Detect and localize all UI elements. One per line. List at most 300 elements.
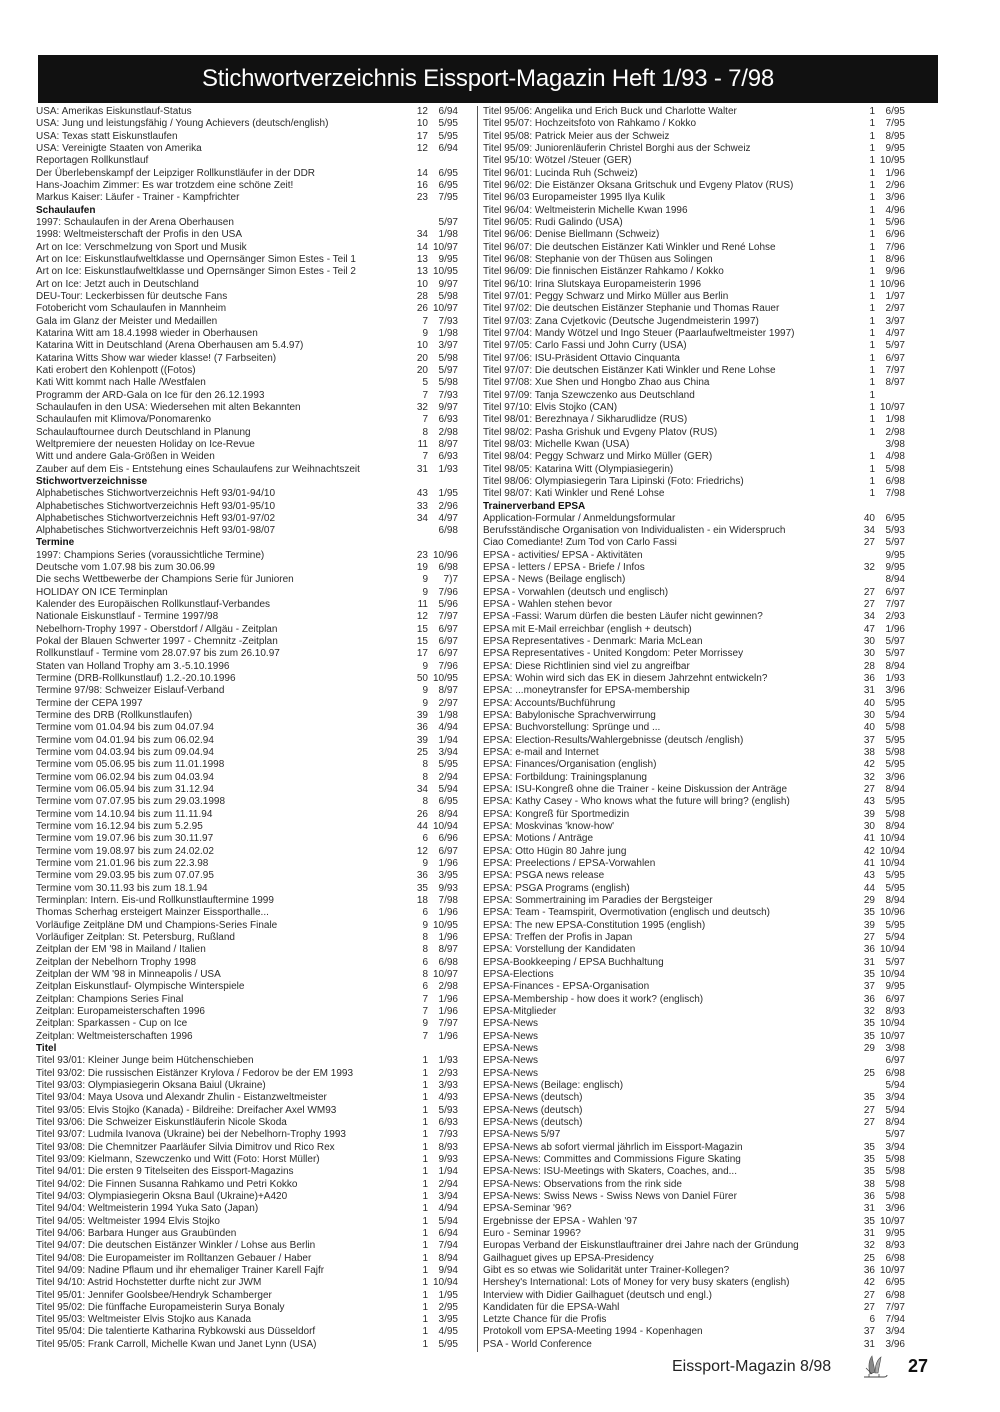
index-entry — [36, 131, 458, 143]
index-entry — [483, 957, 905, 969]
index-entry — [483, 316, 905, 328]
section-heading — [36, 1043, 458, 1055]
index-entry — [36, 1191, 458, 1203]
entry-issue: 5/94 — [438, 1215, 458, 1227]
entry-page: 1 — [422, 1277, 428, 1289]
index-entry — [483, 402, 905, 414]
entry-issue: 6/98 — [438, 956, 458, 968]
entry-title: EPSA-Elections — [483, 968, 554, 980]
index-entry — [483, 1105, 905, 1117]
entry-title: Termine des DRB (Rollkunstlaufen) — [36, 710, 193, 722]
entry-page: 39 — [863, 919, 875, 931]
entry-issue: 1/98 — [885, 414, 905, 426]
entry-title: Katarina Witts Show war wieder klasse! (7 Farbseiten) — [36, 352, 277, 364]
entry-page: 1 — [869, 155, 875, 167]
entry-issue: 5/95 — [885, 882, 905, 894]
index-entry — [36, 1142, 458, 1154]
entry-page: 1 — [422, 1252, 428, 1264]
entry-title: Titel 97/08: Xue Shen und Hongbo Zhao aus China — [483, 377, 710, 389]
entry-page: 10 — [416, 278, 428, 290]
entry-page: 10 — [416, 340, 428, 352]
index-entry — [36, 1154, 458, 1166]
entry-page: 1 — [869, 179, 875, 191]
entry-title: EPSA-News: Committes and Commissions Figure Skating — [483, 1153, 741, 1165]
entry-page: 35 — [416, 882, 428, 894]
index-entry — [483, 685, 905, 697]
entry-title: Titel 93/08: Die Chemnitzer Paarläufer Silvia Dimitrov und Rico Rex — [36, 1141, 335, 1153]
index-entry — [36, 895, 458, 907]
entry-page: 39 — [416, 734, 428, 746]
entry-title: Vorläufiger Zeitplan: St. Petersburg, Rußland — [36, 931, 235, 943]
entry-title: EPSA: Vorstellung der Kandidaten — [483, 944, 636, 956]
index-entry — [36, 365, 458, 377]
entry-issue: 4/95 — [438, 1326, 458, 1338]
entry-issue: 5/97 — [438, 216, 458, 228]
entry-issue: 5/97 — [885, 1129, 905, 1141]
index-entry — [36, 846, 458, 858]
entry-title: Titel — [36, 1042, 57, 1054]
entry-issue: 5/98 — [885, 463, 905, 475]
entry-title: Art on Ice: Eiskunstlaufweltklasse und Opernsänger Simon Estes - Teil 2 — [36, 266, 356, 278]
entry-page: 1 — [869, 340, 875, 352]
entry-issue: 8/93 — [438, 1141, 458, 1153]
entry-title: Titel 95/05: Frank Carroll, Michelle Kwan und Janet Lynn (USA) — [36, 1338, 317, 1350]
index-entry — [483, 1265, 905, 1277]
index-entry — [483, 1142, 905, 1154]
entry-title: Stichwortverzeichnisse — [36, 475, 148, 487]
entry-title: 1998: Weltmeisterschaft der Profis in den USA — [36, 229, 243, 241]
entry-title: Titel 96/07: Die deutschen Eistänzer Kati Winkler und René Lohse — [483, 241, 776, 253]
entry-title: Titel 97/06: ISU-Präsident Ottavio Cinquanta — [483, 352, 680, 364]
index-entry — [483, 1179, 905, 1191]
entry-page: 9 — [422, 919, 428, 931]
entry-page: 40 — [863, 722, 875, 734]
entry-page: 30 — [863, 821, 875, 833]
entry-issue: 3/94 — [885, 1092, 905, 1104]
entry-title: Deutsche vom 1.07.98 bis zum 30.06.99 — [36, 562, 215, 574]
entry-page: 9 — [422, 327, 428, 339]
entry-issue: 9/93 — [438, 1153, 458, 1165]
entry-page: 26 — [416, 808, 428, 820]
entry-page: 36 — [863, 1264, 875, 1276]
entry-issue: 7/97 — [438, 1018, 458, 1030]
entry-page: 29 — [863, 895, 875, 906]
index-entry — [483, 1277, 905, 1289]
index-entry — [483, 340, 905, 352]
entry-title: Terminplan: Intern. Eis-und Rollkunstlauftermine 1999 — [36, 895, 274, 906]
entry-issue: 5/95 — [438, 118, 458, 130]
entry-issue: 5/98 — [438, 352, 458, 364]
entry-title: EPSA: Accounts/Buchführung — [483, 697, 616, 709]
index-entry — [36, 994, 458, 1006]
entry-title: EPSA - News (Beilage englisch) — [483, 574, 626, 586]
entry-issue: 6/98 — [885, 1252, 905, 1264]
entry-page: 1 — [422, 1190, 428, 1202]
entry-issue: 6/93 — [438, 414, 458, 426]
entry-title: USA: Texas statt Eiskunstlaufen — [36, 130, 178, 142]
entry-issue: 7)7 — [443, 574, 458, 586]
entry-page: 1 — [869, 266, 875, 278]
section-heading — [36, 537, 458, 549]
entry-page: 37 — [863, 981, 875, 993]
entry-issue: 9/94 — [438, 1264, 458, 1276]
index-entry — [36, 784, 458, 796]
entry-title: Kati Witt kommt nach Halle /Westfalen — [36, 377, 206, 389]
index-entry — [36, 574, 458, 586]
index-entry — [36, 636, 458, 648]
entry-page: 7 — [422, 1005, 428, 1017]
entry-page: 36 — [863, 993, 875, 1005]
entry-issue: 4/93 — [438, 1092, 458, 1104]
entry-title: EPSA-News — [483, 1055, 539, 1067]
entry-title: Zeitplan der EM '98 in Mailand / Italien — [36, 944, 206, 956]
entry-title: Titel 94/02: Die Finnen Susanna Rahkamo und Petri Kokko — [36, 1178, 298, 1190]
entry-page: 25 — [863, 1252, 875, 1264]
entry-issue: 2/95 — [438, 1301, 458, 1313]
index-entry — [483, 1253, 905, 1265]
entry-title: Titel 96/04: Weltmeisterin Michelle Kwan 1996 — [483, 204, 688, 216]
index-entry — [483, 574, 905, 586]
entry-issue: 8/94 — [885, 784, 905, 796]
entry-page: 41 — [863, 833, 875, 845]
entry-issue: 5/94 — [885, 710, 905, 722]
entry-issue: 9/95 — [885, 562, 905, 574]
entry-issue: 2/98 — [438, 426, 458, 438]
entry-issue: 7/97 — [885, 1301, 905, 1313]
entry-title: Zeitplan: Weltmeisterschaften 1996 — [36, 1030, 193, 1042]
entry-page: 8 — [422, 796, 428, 808]
entry-issue: 5/95 — [885, 759, 905, 771]
index-entry — [36, 316, 458, 328]
entry-issue: 2/98 — [438, 981, 458, 993]
entry-page: 27 — [863, 1116, 875, 1128]
entry-page: 1 — [869, 106, 875, 117]
entry-title: Titel 98/01: Berezhnaya / Sikharudlidze (RUS) — [483, 414, 688, 426]
entry-page: 44 — [863, 882, 875, 894]
entry-issue: 5/95 — [885, 734, 905, 746]
entry-title: EPSA: Fortbildung: Trainingsplanung — [483, 771, 647, 783]
entry-issue: 1/96 — [438, 993, 458, 1005]
index-entry — [36, 648, 458, 660]
entry-page: 32 — [416, 401, 428, 413]
page-title: Stichwortverzeichnis Eissport-Magazin Heft 1/93 - 7/98 — [38, 55, 938, 103]
entry-title: Alphabetisches Stichwortverzeichnis Heft 93/01-98/07 — [36, 525, 276, 537]
entry-title: Art on Ice: Jetzt auch in Deutschland — [36, 278, 199, 290]
entry-page: 35 — [863, 1141, 875, 1153]
entry-issue: 6/93 — [438, 1116, 458, 1128]
entry-title: Schaulaufen — [36, 204, 96, 216]
entry-page: 1 — [869, 414, 875, 426]
entry-title: Kandidaten für die EPSA-Wahl — [483, 1301, 620, 1313]
entry-title: Titel 98/06: Olympiasiegerin Tara Lipinski (Foto: Friedrichs) — [483, 475, 744, 487]
entry-issue: 6/97 — [438, 636, 458, 648]
entry-issue: 3/98 — [885, 1042, 905, 1054]
entry-title: Titel 98/03: Michelle Kwan (USA) — [483, 438, 630, 450]
entry-issue: 9/95 — [438, 253, 458, 265]
entry-issue: 6/98 — [885, 475, 905, 487]
index-entry — [483, 809, 905, 821]
entry-title: EPSA-News: ISU-Meetings with Skaters, Coaches, and... — [483, 1166, 737, 1178]
entry-page: 43 — [416, 488, 428, 500]
index-entry — [36, 1228, 458, 1240]
index-entry — [36, 759, 458, 771]
index-entry — [483, 143, 905, 155]
index-entry — [36, 981, 458, 993]
entry-page: 7 — [422, 389, 428, 401]
index-entry — [483, 439, 905, 451]
entry-page: 1 — [869, 451, 875, 463]
index-entry — [483, 1031, 905, 1043]
entry-title: Europas Verband der Eiskunstlauftrainer drei Jahre nach der Gründung — [483, 1240, 799, 1252]
entry-page: 1 — [422, 1264, 428, 1276]
entry-issue: 9/97 — [438, 401, 458, 413]
entry-issue: 1/93 — [438, 463, 458, 475]
entry-page: 1 — [869, 364, 875, 376]
entry-title: Titel 94/10: Astrid Hochstetter durfte nicht zur JWM — [36, 1277, 262, 1289]
entry-title: EPSA: Sommertraining im Paradies der Bergsteiger — [483, 895, 713, 906]
entry-page: 1 — [422, 1215, 428, 1227]
entry-page: 32 — [863, 1240, 875, 1252]
entry-page: 34 — [416, 784, 428, 796]
index-entry — [36, 266, 458, 278]
entry-issue: 10/95 — [879, 155, 905, 167]
entry-page: 9 — [422, 697, 428, 709]
entry-page: 31 — [863, 1227, 875, 1239]
entry-page: 25 — [863, 1067, 875, 1079]
entry-title: EPSA: Treffen der Profis in Japan — [483, 931, 633, 943]
index-entry — [483, 1117, 905, 1129]
entry-title: Titel 95/09: Juniorenläuferin Christel Borghi aus der Schweiz — [483, 142, 751, 154]
index-entry — [36, 439, 458, 451]
entry-page: 9 — [422, 660, 428, 672]
entry-page: 16 — [416, 179, 428, 191]
entry-issue: 1/95 — [438, 1289, 458, 1301]
entry-issue: 6/97 — [885, 993, 905, 1005]
index-entry — [483, 427, 905, 439]
entry-page: 7 — [422, 993, 428, 1005]
entry-issue: 3/94 — [885, 1141, 905, 1153]
entry-title: Titel 98/07: Kati Winkler und René Lohse — [483, 488, 665, 500]
index-entry — [36, 1080, 458, 1092]
entry-title: EPSA: Wohin wird sich das EK in diesem Jahrzehnt entwickeln? — [483, 673, 768, 685]
entry-title: Titel 98/02: Pasha Grishuk und Evgeny Platov (RUS) — [483, 426, 718, 438]
entry-title: USA: Vereinigte Staaten von Amerika — [36, 142, 202, 154]
entry-title: Fotobericht vom Schaulaufen in Mannheim — [36, 303, 227, 315]
entry-title: Titel 94/06: Barbara Hunger aus Graubünden — [36, 1227, 237, 1239]
entry-issue: 6/93 — [438, 451, 458, 463]
index-entry — [36, 143, 458, 155]
entry-title: Zeitplan: Champions Series Final — [36, 993, 184, 1005]
entry-page: 1 — [869, 278, 875, 290]
section-heading — [483, 501, 905, 513]
entry-page: 30 — [863, 648, 875, 660]
entry-page: 1 — [869, 463, 875, 475]
entry-page: 7 — [422, 451, 428, 463]
entry-title: Titel 94/09: Nadine Pflaum und ihr ehemaliger Trainer Karell Fajfr — [36, 1264, 325, 1276]
index-entry — [483, 1216, 905, 1228]
index-entry — [36, 587, 458, 599]
entry-page: 1 — [422, 1092, 428, 1104]
entry-title: EPSA mit E-Mail erreichbar (english + deutsch) — [483, 623, 692, 635]
entry-page: 23 — [416, 549, 428, 561]
entry-page: 1 — [422, 1203, 428, 1215]
entry-page: 1 — [869, 241, 875, 253]
index-entry — [36, 796, 458, 808]
entry-issue: 10/94 — [879, 833, 905, 845]
entry-title: Titel 95/04: Die talentierte Katharina Rybkowski aus Düsseldorf — [36, 1326, 316, 1338]
entry-title: EPSA-News — [483, 1042, 539, 1054]
entry-issue: 10/95 — [432, 919, 458, 931]
entry-issue: 8/94 — [885, 821, 905, 833]
index-entry — [483, 1166, 905, 1178]
entry-title: Alphabetisches Stichwortverzeichnis Heft 93/01-97/02 — [36, 512, 276, 524]
entry-page: 12 — [416, 845, 428, 857]
entry-issue: 7/94 — [885, 1314, 905, 1326]
entry-issue: 5/96 — [438, 599, 458, 611]
index-entry — [483, 377, 905, 389]
entry-issue: 4/94 — [438, 1203, 458, 1215]
index-entry — [36, 907, 458, 919]
entry-issue: 8/94 — [885, 660, 905, 672]
entry-issue: 1/98 — [438, 710, 458, 722]
skate-logo-icon — [860, 1354, 890, 1382]
entry-page: 8 — [422, 759, 428, 771]
entry-issue: 1/93 — [885, 673, 905, 685]
entry-issue: 1/96 — [438, 1030, 458, 1042]
entry-issue: 5/95 — [885, 796, 905, 808]
entry-title: Zeitplan der Nebelhorn Trophy 1998 — [36, 956, 197, 968]
entry-page: 35 — [863, 1153, 875, 1165]
entry-title: Titel 97/10: Elvis Stojko (CAN) — [483, 401, 618, 413]
entry-page: 1 — [422, 1141, 428, 1153]
index-entry — [483, 464, 905, 476]
index-entry — [36, 1006, 458, 1018]
entry-issue: 10/94 — [432, 821, 458, 833]
entry-title: EPSA: Kathy Casey - Who knows what the future will bring? (english) — [483, 796, 790, 808]
entry-issue: 5/98 — [885, 747, 905, 759]
entry-title: EPSA: Otto Hügin 80 Jahre jung — [483, 845, 627, 857]
entry-page: 9 — [422, 586, 428, 598]
index-entry — [36, 291, 458, 303]
entry-issue: 1/96 — [438, 1005, 458, 1017]
entry-title: Titel 97/05: Carlo Fassi und John Curry (USA) — [483, 340, 687, 352]
index-entry — [483, 759, 905, 771]
entry-issue: 1/96 — [885, 623, 905, 635]
entry-issue: 5/94 — [438, 784, 458, 796]
index-entry — [483, 846, 905, 858]
entry-page: 11 — [417, 599, 428, 611]
index-entry — [483, 883, 905, 895]
entry-title: Titel 95/07: Hochzeitsfoto von Rahkamo / Kokko — [483, 118, 697, 130]
entry-title: Titel 93/01: Kleiner Junge beim Hütchenschieben — [36, 1055, 254, 1067]
entry-issue: 1/94 — [438, 734, 458, 746]
entry-title: Titel 96/02: Die Eistänzer Oksana Gritschuk und Evgeny Platov (RUS) — [483, 179, 794, 191]
entry-page: 17 — [416, 648, 428, 660]
entry-page: 13 — [416, 253, 428, 265]
entry-title: Termine vom 05.06.95 bis zum 11.01.1998 — [36, 759, 225, 771]
entry-page: 1 — [869, 401, 875, 413]
index-entry — [483, 550, 905, 562]
entry-title: Hershey's International: Lots of Money for very busy skaters (english) — [483, 1277, 790, 1289]
index-entry — [36, 377, 458, 389]
entry-title: EPSA: The new EPSA-Constitution 1995 (english) — [483, 919, 706, 931]
entry-issue: 3/94 — [438, 747, 458, 759]
entry-title: EPSA-Mitglieder — [483, 1005, 557, 1017]
entry-page: 1 — [422, 1129, 428, 1141]
index-entry — [483, 168, 905, 180]
entry-page: 1 — [422, 1055, 428, 1067]
entry-issue: 3/97 — [438, 340, 458, 352]
index-entry — [483, 1018, 905, 1030]
entry-issue: 5/96 — [885, 216, 905, 228]
footer-magazine-issue: Eissport-Magazin 8/98 — [672, 1358, 832, 1375]
entry-title: Staten van Holland Trophy am 3.-5.10.1996 — [36, 660, 230, 672]
index-entry — [483, 1043, 905, 1055]
entry-page: 27 — [863, 599, 875, 611]
entry-page: 1 — [422, 1289, 428, 1301]
entry-title: Titel 95/02: Die fünffache Europameisterin Surya Bonaly — [36, 1301, 285, 1313]
entry-page: 40 — [863, 512, 875, 524]
index-entry — [36, 353, 458, 365]
entry-title: Termine vom 19.08.97 bis zum 24.02.02 — [36, 845, 214, 857]
entry-title: Gailhaguet gives up EPSA-Presidency — [483, 1252, 654, 1264]
entry-title: EPSA - letters / EPSA - Briefe / Infos — [483, 562, 645, 574]
entry-issue: 3/95 — [438, 1314, 458, 1326]
entry-issue: 2/94 — [438, 1178, 458, 1190]
index-entry — [483, 944, 905, 956]
entry-page: 36 — [863, 944, 875, 956]
index-entry — [483, 217, 905, 229]
entry-issue: 10/97 — [879, 1264, 905, 1276]
entry-issue: 7/93 — [438, 315, 458, 327]
entry-title: EPSA-News: Swiss News - Swiss News von Daniel Fürer — [483, 1190, 737, 1202]
entry-page: 30 — [863, 710, 875, 722]
index-entry — [36, 747, 458, 759]
entry-title: Titel 94/08: Die Europameister im Rolltanzen Gebauer / Haber — [36, 1252, 312, 1264]
entry-title: Zeitplan Eiskunstlauf- Olympische Winterspiele — [36, 981, 245, 993]
entry-issue: 7/96 — [438, 660, 458, 672]
entry-page: 36 — [416, 722, 428, 734]
entry-issue: 5/97 — [438, 364, 458, 376]
entry-page: 1 — [869, 315, 875, 327]
entry-issue: 10/94 — [879, 944, 905, 956]
entry-title: Termine — [36, 537, 75, 549]
entry-title: Titel 96/01: Lucinda Ruh (Schweiz) — [483, 167, 638, 179]
index-entry — [483, 451, 905, 463]
index-entry — [483, 624, 905, 636]
index-entry — [483, 242, 905, 254]
entry-page: 18 — [416, 895, 428, 906]
entry-title: EPSA: PSGA news release — [483, 870, 605, 882]
entry-title: Titel 97/07: Die deutschen Eistänzer Kati Winkler und Rene Lohse — [483, 364, 776, 376]
entry-issue: 4/94 — [438, 722, 458, 734]
index-column-right — [483, 106, 905, 1351]
entry-issue: 8/93 — [885, 1005, 905, 1017]
entry-title: PSA - World Conference — [483, 1338, 592, 1350]
index-entry — [483, 106, 905, 118]
entry-issue: 10/96 — [879, 278, 905, 290]
entry-issue: 4/97 — [438, 512, 458, 524]
entry-title: EPSA - activities/ EPSA - Aktivitäten — [483, 549, 643, 561]
entry-page: 42 — [863, 1277, 875, 1289]
entry-issue: 2/97 — [438, 697, 458, 709]
index-entry — [483, 1092, 905, 1104]
entry-page: 7 — [422, 315, 428, 327]
index-entry — [483, 969, 905, 981]
entry-page: 31 — [863, 1203, 875, 1215]
section-heading — [36, 476, 458, 488]
entry-title: Kati erobert den Kohlenpott ((Fotos) — [36, 364, 196, 376]
